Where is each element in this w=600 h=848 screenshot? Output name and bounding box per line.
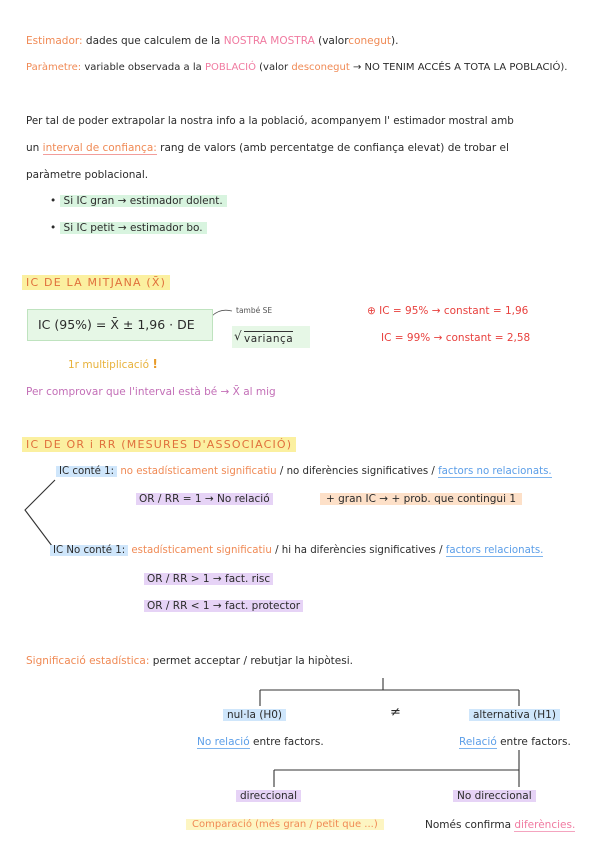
intro-line-2: un interval de confiança: rang de valors (amb percentatge de confiança elevat) de trobar el	[26, 142, 509, 154]
note-first-multiply: 1r multiplicació !	[68, 357, 158, 371]
tambe-se-note: també SE	[236, 306, 273, 315]
gran-ic-note: + gran IC → + prob. que contingui 1	[320, 492, 522, 506]
relacio-factors: Relació entre factors.	[459, 736, 571, 748]
ic-99-constant: IC = 99% → constant = 2,58	[381, 332, 531, 344]
direccional-label: direccional	[236, 789, 301, 803]
fact-risc-line: OR / RR > 1 → fact. risc	[144, 572, 273, 586]
sqrt-box	[232, 326, 310, 348]
note-check-interval: Per comprovar que l'interval està bé → X̄ al mig	[26, 386, 276, 398]
hypothesis-null: nul·la (H0)	[223, 708, 286, 722]
bullet-dot-icon: •	[50, 195, 57, 207]
not-equal-icon: ≠	[390, 705, 401, 720]
intro-line-1: Per tal de poder extrapolar la nostra info a la població, acompanyem l' estimador mostral amb	[26, 115, 514, 127]
no-relacio-factors: No relació entre factors.	[197, 736, 324, 748]
estimador-definition: Estimador: dades que calculem de la NOSTRA MOSTRA (valorconegut).	[26, 35, 399, 47]
intro-line-3: paràmetre poblacional.	[26, 169, 149, 181]
ic-95-constant: ⊕ IC = 95% → constant = 1,96	[367, 305, 529, 317]
parametre-term: Paràmetre:	[26, 62, 82, 73]
annotation-arrow	[212, 310, 232, 316]
exclamation-mark: !	[152, 357, 158, 371]
confirma-diferencies: Només confirma diferències.	[425, 819, 576, 831]
sqrt-icon: √	[234, 329, 242, 343]
heading-ic-mitjana: IC DE LA MITJANA (X̄)	[22, 275, 170, 290]
ic-no-conte-1-line: IC No conté 1: estadísticament significatiu / hi ha diferències significatives / factors relacionats.	[50, 544, 543, 558]
hypothesis-alt: alternativa (H1)	[469, 708, 560, 722]
formula-ic-95: IC (95%) = X̄ ± 1,96 · DE	[38, 317, 195, 332]
fact-protector-line: OR / RR < 1 → fact. protector	[144, 599, 303, 613]
bullet-ic-petit: • Si IC petit → estimador bo.	[50, 221, 207, 235]
no-relacio-line: OR / RR = 1 → No relació	[136, 492, 273, 506]
estimador-term: Estimador:	[26, 35, 83, 47]
no-direccional-label: No direccional	[453, 789, 536, 803]
formula-box	[27, 309, 213, 341]
interval-confianca-term: interval de confiança:	[42, 142, 157, 154]
variança-label: variança	[244, 333, 294, 345]
bullet-dot-icon: •	[50, 222, 57, 234]
significacio-line: Significació estadística: permet acceptar / rebutjar la hipòtesi.	[26, 655, 353, 667]
parametre-definition: Paràmetre: variable observada a la POBLACIÓ (valor desconegut → NO TENIM ACCÉS A TOTA LA POBLACIÓ).	[26, 62, 568, 73]
significacio-term: Significació estadística:	[26, 655, 150, 667]
heading-ic-or-rr: IC DE OR i RR (MESURES D'ASSOCIACIÓ)	[22, 437, 296, 452]
ic-conte-1-line: IC conté 1: no estadísticament significatiu / no diferències significatives / factors no relacionats.	[56, 465, 552, 479]
bullet-ic-gran: • Si IC gran → estimador dolent.	[50, 194, 227, 208]
ic-no-conte-1-label: IC No conté 1:	[50, 545, 128, 556]
ic-conte-1-label: IC conté 1:	[56, 466, 117, 477]
or-rr-bracket	[25, 480, 55, 550]
comparacio-note: Comparació (més gran / petit que ...)	[186, 818, 384, 832]
